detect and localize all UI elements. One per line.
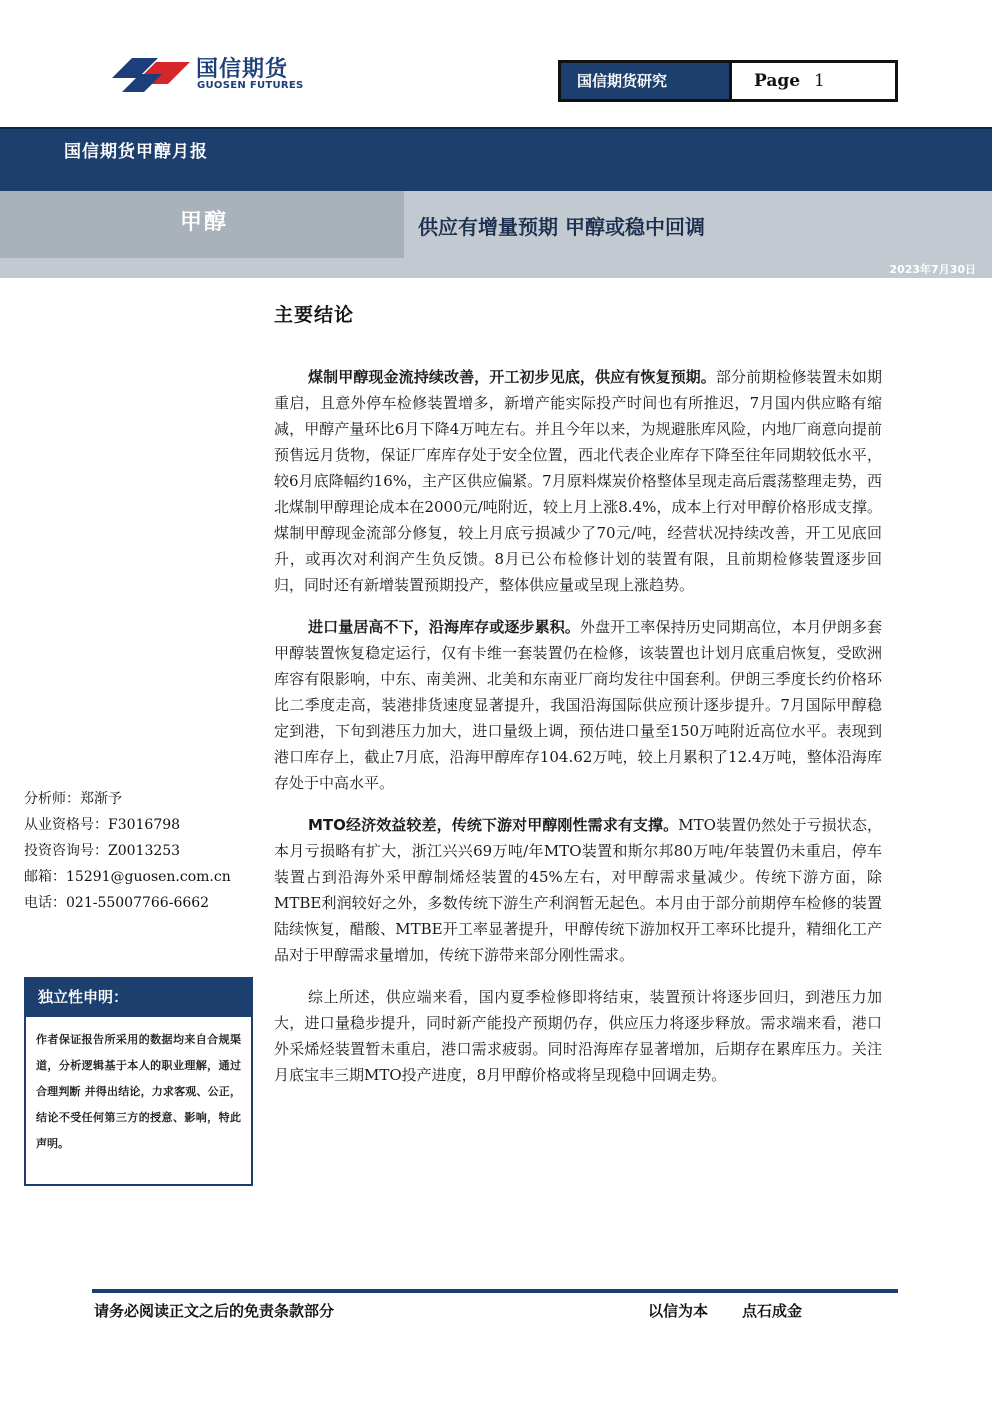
paragraph-text: 部分前期检修装置未如期重启，且意外停车检修装置增多，新增产能实际投产时间也有所推迟，7月国内供应略有缩减，甲醇产量环比6月下降4万吨左右。并且今年以来，为规避胀库风险，内地厂商意向提前预售远月货物，保证厂库库存处于安全位置，西北代表企业库存下降至往年同期较低水平，较6月底降幅约16%，主产区供应偏紧。7月原料煤炭价格整体呈现走高后震荡整理走势，西北煤制甲醇理论成本在2000元/吨附近，较上月上涨8.4%，成本上行对甲醇价格形成支撑。煤制甲醇现金流部分修复，较上月底亏损减少了70元/吨，经营状况持续改善，开工见底回升，或再次对利润产生负反馈。8月已公布检修计划的装置有限，且前期检修装置逐步回归，同时还有新增装置预期投产，整体供应量或呈现上涨趋势。: [274, 368, 882, 594]
declaration-title: 独立性申明：: [26, 979, 251, 1017]
footer-motto: [648, 1300, 802, 1321]
footer-disclaimer: 请务必阅读正文之后的免责条款部分: [94, 1302, 335, 1320]
analyst-email[interactable]: 邮箱：15291@guosen.com.cn: [24, 869, 231, 885]
guosen-logo-icon: [112, 48, 192, 94]
conclusion-body: [274, 364, 882, 1104]
paragraph-text: 综上所述，供应端来看，国内夏季检修即将结束，装置预计将逐步回归，到港压力加大，进口量稳步提升，同时新产能投产预期仍存，供应压力将逐步释放。需求端来看，港口外采烯烃装置暂未重启，港口需求疲弱。同时沿海库存显著增加，后期存在累库压力。关注月底宝丰三期MTO投产进度，8月甲醇价格或将呈现稳中回调走势。: [274, 988, 882, 1084]
brand-name-en: GUOSEN FUTURES: [197, 80, 304, 91]
paragraph-demand: [274, 812, 882, 968]
motto-1: 以信为本: [648, 1302, 709, 1320]
independence-declaration: [24, 977, 253, 1186]
date-bar: [0, 258, 992, 278]
research-label: 国信期货研究: [561, 63, 729, 99]
paragraph-lead: 煤制甲醇现金流持续改善，开工初步见底，供应有恢复预期。: [308, 368, 716, 386]
paragraph-text: MTO装置仍然处于亏损状态，本月亏损略有扩大，浙江兴兴69万吨/年MTO装置和斯尔邦80万吨/年装置仍未重启，停车装置占到沿海外采甲醇制烯烃装置的45%左右，对甲醇需求量减少。传统下游方面，除MTBE利润较好之外，多数传统下游生产利润暂无起色。本月由于部分前期停车检修的装置陆续恢复，醋酸、MTBE开工率显著提升，甲醇传统下游加权开工率环比提升，精细化工产品对于甲醇需求量增加，传统下游带来部分刚性需求。: [274, 816, 882, 964]
analyst-phone: 电话：021-55007766-6662: [24, 895, 210, 911]
category-label: 甲醇: [180, 210, 229, 235]
report-date: 2023年7月30日: [889, 263, 976, 276]
category-block: [0, 191, 404, 266]
page-label: Page: [754, 71, 801, 91]
page-indicator: [729, 63, 895, 99]
paragraph-text: 外盘开工率保持历史同期高位，本月伊朗多套甲醇装置恢复稳定运行，仅有卡维一套装置仍在检修，该装置也计划月底重启恢复，受欧洲库容有限影响，中东、南美洲、北美和东南亚厂商均发往中国套利。伊朗三季度长约价格环比二季度走高，装港排货速度显著提升，我国沿海国际供应预计逐步提升。7月国际甲醇稳定到港，下旬到港压力加大，进口量级上调，预估进口量至150万吨附近高位水平。表现到港口库存上，截止7月底，沿海甲醇库存104.62万吨，较上月累积了12.4万吨，整体沿海库存处于中高水平。: [274, 618, 882, 792]
report-type-band: [0, 127, 992, 191]
motto-2: 点石成金: [742, 1302, 803, 1320]
report-title: 供应有增量预期 甲醇或稳中回调: [418, 215, 705, 239]
paragraph-summary: [274, 984, 882, 1088]
paragraph-lead: MTO经济效益较差，传统下游对甲醇刚性需求有支撑。: [308, 816, 679, 834]
declaration-text: 作者保证报告所采用的数据均来自合规渠道，分析逻辑基于本人的职业理解，通过合理判断 并得出结论，力求客观、公正，结论不受任何第三方的授意、影响，特此声明。: [36, 1033, 241, 1150]
footer-divider: [92, 1289, 898, 1293]
paragraph-import: [274, 614, 882, 796]
page-number: 1: [814, 71, 825, 91]
analyst-consulting-number: 投资咨询号：Z0013253: [24, 843, 181, 859]
paragraph-supply: [274, 364, 882, 598]
section-heading: 主要结论: [274, 304, 355, 326]
brand-name-cn: 国信期货: [196, 57, 289, 82]
paragraph-lead: 进口量居高不下，沿海库存或逐步累积。: [308, 618, 580, 636]
brand-logo: [112, 48, 312, 96]
report-type: 国信期货甲醇月报: [64, 142, 208, 162]
analyst-name: 分析师：郑渐予: [24, 791, 122, 807]
analyst-qualification: 从业资格号：F3016798: [24, 817, 181, 833]
header-box: [558, 60, 898, 102]
analyst-info: [24, 786, 231, 916]
